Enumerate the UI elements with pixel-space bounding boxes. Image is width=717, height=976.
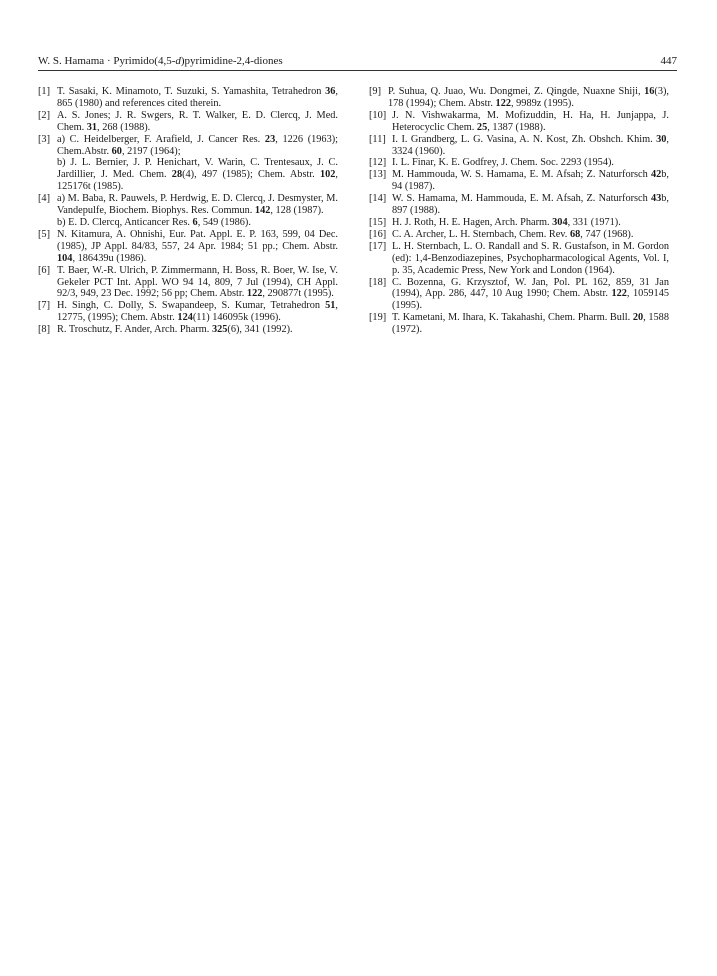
reference-volume: 122 xyxy=(246,288,263,300)
reference-text: C. A. Archer, L. H. Sternbach, Chem. Rev. xyxy=(392,228,570,240)
reference-number: [9] xyxy=(369,86,382,97)
reference-volume: 122 xyxy=(611,288,627,300)
reference-number: [10] xyxy=(369,109,387,121)
running-title-rest: )pyrimidine-2,4-diones xyxy=(180,55,283,67)
reference-volume: 60 xyxy=(111,145,122,157)
reference-number: [13] xyxy=(369,169,387,181)
reference-number: [17] xyxy=(369,240,387,252)
reference-number: [8] xyxy=(38,324,51,336)
reference-text: , 186439u (1986). xyxy=(72,252,147,264)
reference-volume: 28 xyxy=(171,169,183,181)
reference-text: W. S. Hamama, M. Hammouda, E. M. Afsah, Z. Naturforsch xyxy=(392,193,651,205)
reference-volume: 20 xyxy=(632,312,644,324)
running-title xyxy=(38,54,283,68)
reference-volume: 31 xyxy=(86,121,98,133)
reference-number: [6] xyxy=(38,264,51,276)
reference-text: (6), 341 (1992). xyxy=(227,324,293,336)
reference-number: [15] xyxy=(369,216,387,228)
reference-volume: 42 xyxy=(650,169,662,181)
reference-number: [5] xyxy=(38,228,51,240)
reference-text: , 268 (1988). xyxy=(97,121,151,133)
reference-2 xyxy=(38,110,338,134)
reference-text: I. L. Finar, K. E. Godfrey, J. Chem. Soc. 2293 (1954). xyxy=(392,157,614,169)
reference-volume: 16 xyxy=(644,86,655,97)
running-header xyxy=(38,54,677,70)
reference-number: [14] xyxy=(369,193,387,205)
reference-number: [3] xyxy=(38,133,51,145)
running-title-italic: d xyxy=(175,55,181,67)
header-rule xyxy=(38,70,677,71)
reference-text: C. Bozenna, G. Krzysztof, W. Jan, Pol. PL 162, 859, 31 Jan (1994), App. 286, 447, 10 Aug 1990; Chem. Abstr. xyxy=(392,276,669,300)
reference-17 xyxy=(369,241,669,277)
reference-text: , 2197 (1964); xyxy=(121,145,181,157)
reference-16 xyxy=(369,229,669,241)
reference-text: L. H. Sternbach, L. O. Randall and S. R. Gustafson, in M. Gordon (ed): 1,4-Benzodiazepines, Psychopharmacological Agents, Vol. I, p. 35, Academic Press, New York and London (1964). xyxy=(392,240,669,276)
reference-text: , 128 (1987). xyxy=(270,205,324,217)
reference-volume: 68 xyxy=(569,228,581,240)
reference-14 xyxy=(369,193,669,217)
reference-text: b) E. D. Clercq, Anticancer Res. xyxy=(57,216,193,228)
reference-text: , 9989z (1995). xyxy=(511,97,574,109)
references-column-left xyxy=(38,86,338,336)
reference-15 xyxy=(369,217,669,229)
reference-volume: 6 xyxy=(192,216,198,228)
reference-6 xyxy=(38,265,338,301)
reference-volume: 142 xyxy=(254,205,271,217)
reference-text: a) M. Baba, R. Pauwels, P. Herdwig, E. D. Clercq, J. Desmyster, M. Vandepulfe, Biochem. Biophys. Res. Commun. xyxy=(57,193,338,217)
reference-text: T. Kametani, M. Ihara, K. Takahashi, Chem. Pharm. Bull. xyxy=(392,312,633,324)
reference-5 xyxy=(38,229,338,265)
reference-number: [11] xyxy=(369,133,386,145)
reference-volume: 36 xyxy=(325,86,336,97)
reference-volume: 104 xyxy=(57,252,73,264)
reference-18 xyxy=(369,277,669,313)
reference-text: b) J. L. Bernier, J. P. Henichart, V. Warin, C. Trentesaux, J. C. Jardillier, J. Med. Chem. xyxy=(57,157,338,181)
reference-12 xyxy=(369,157,669,169)
reference-text: , 549 (1986). xyxy=(197,216,251,228)
running-title-authors: W. S. Hamama · Pyrimido(4,5- xyxy=(38,55,176,67)
reference-number: [2] xyxy=(38,109,51,121)
reference-text: I. I. Grandberg, L. G. Vasina, A. N. Kost, Zh. Obshch. Khim. xyxy=(392,133,657,145)
reference-volume: 102 xyxy=(319,169,336,181)
reference-4 xyxy=(38,193,338,229)
reference-3 xyxy=(38,134,338,194)
reference-number: [4] xyxy=(38,193,51,205)
reference-number: [1] xyxy=(38,86,51,97)
reference-text: , 1226 (1963); Chem.Abstr. xyxy=(57,133,339,157)
reference-number: [12] xyxy=(369,157,387,169)
reference-volume: 43 xyxy=(650,193,662,205)
reference-text: a) C. Heidelberger, F. Arafield, J. Cancer Res. xyxy=(57,133,265,145)
reference-volume: 124 xyxy=(177,312,193,324)
reference-text: , 747 (1968). xyxy=(580,228,634,240)
reference-text: M. Hammouda, W. S. Hamama, E. M. Afsah; Z. Naturforsch xyxy=(392,169,651,181)
reference-text: , 1588 (1972). xyxy=(392,312,669,336)
reference-text: (3), 178 (1994); Chem. Abstr. xyxy=(388,86,669,109)
reference-number: [18] xyxy=(369,276,387,288)
reference-volume: 325 xyxy=(211,324,228,336)
reference-text: H. Singh, C. Dolly, S. Swapandeep, S. Kumar, Tetrahedron xyxy=(57,300,326,312)
references-column-right xyxy=(369,86,669,336)
reference-text: (4), 497 (1985); Chem. Abstr. xyxy=(182,169,320,181)
reference-text: A. S. Jones; J. R. Swgers, R. T. Walker, E. D. Clercq, J. Med. Chem. xyxy=(57,109,338,133)
reference-volume: 25 xyxy=(476,121,488,133)
reference-text: J. N. Vishwakarma, M. Mofizuddin, H. Ha, H. Junjappa, J. Heterocyclic Chem. xyxy=(392,109,669,133)
reference-number: [19] xyxy=(369,312,387,324)
reference-19 xyxy=(369,312,669,336)
reference-text: , 125176t (1985). xyxy=(57,169,338,193)
reference-1 xyxy=(38,86,338,110)
reference-text: (11) 146095k (1996). xyxy=(192,312,281,324)
reference-text: R. Troschutz, F. Ander, Arch. Pharm. xyxy=(57,324,212,336)
reference-text: , 12775, (1995); Chem. Abstr. xyxy=(57,300,338,324)
reference-volume: 23 xyxy=(264,133,276,145)
reference-text: b, 897 (1988). xyxy=(392,193,669,217)
reference-text: , 1387 (1988). xyxy=(487,121,546,133)
reference-13 xyxy=(369,169,669,193)
reference-text: , 290877t (1995). xyxy=(262,288,334,300)
reference-text: P. Suhua, Q. Juao, Wu. Dongmei, Z. Qingde, Nuaxne Shiji, xyxy=(388,86,645,97)
reference-text: b, 94 (1987). xyxy=(392,169,669,193)
reference-number: [16] xyxy=(369,228,387,240)
reference-text: , 865 (1980) and references cited therein. xyxy=(57,86,338,109)
reference-volume: 122 xyxy=(495,97,511,109)
reference-9 xyxy=(369,86,669,110)
reference-text: , 1059145 (1995). xyxy=(392,288,669,312)
reference-volume: 30 xyxy=(656,133,667,145)
reference-volume: 304 xyxy=(552,216,568,228)
reference-text: , 331 (1971). xyxy=(567,216,621,228)
reference-text: T. Sasaki, K. Minamoto, T. Suzuki, S. Yamashita, Tetrahedron xyxy=(57,86,326,97)
reference-volume: 51 xyxy=(325,300,336,312)
page-number: 447 xyxy=(660,55,677,67)
reference-11 xyxy=(369,134,669,158)
reference-text: H. J. Roth, H. E. Hagen, Arch. Pharm. xyxy=(392,216,553,228)
reference-text: T. Baer, W.-R. Ulrich, P. Zimmermann, H. Boss, R. Boer, W. Ise, V. Gekeler PCT Int. Appl. WO 94 14, 809, 7 Jul (1994), CH Appl. 92/3, 949, 23 Dec. 1992; 56 pp; Chem. Abstr. xyxy=(57,264,338,300)
reference-10 xyxy=(369,110,669,134)
reference-text: , 3324 (1960). xyxy=(392,133,669,157)
reference-8 xyxy=(38,324,338,336)
reference-text: N. Kitamura, A. Ohnishi, Eur. Pat. Appl. E. P. 163, 599, 04 Dec. (1985), JP Appl. 84/83, 557, 24 Apr. 1984; 51 pp.; Chem. Abstr. xyxy=(57,228,338,252)
reference-7 xyxy=(38,300,338,324)
reference-number: [7] xyxy=(38,300,51,312)
